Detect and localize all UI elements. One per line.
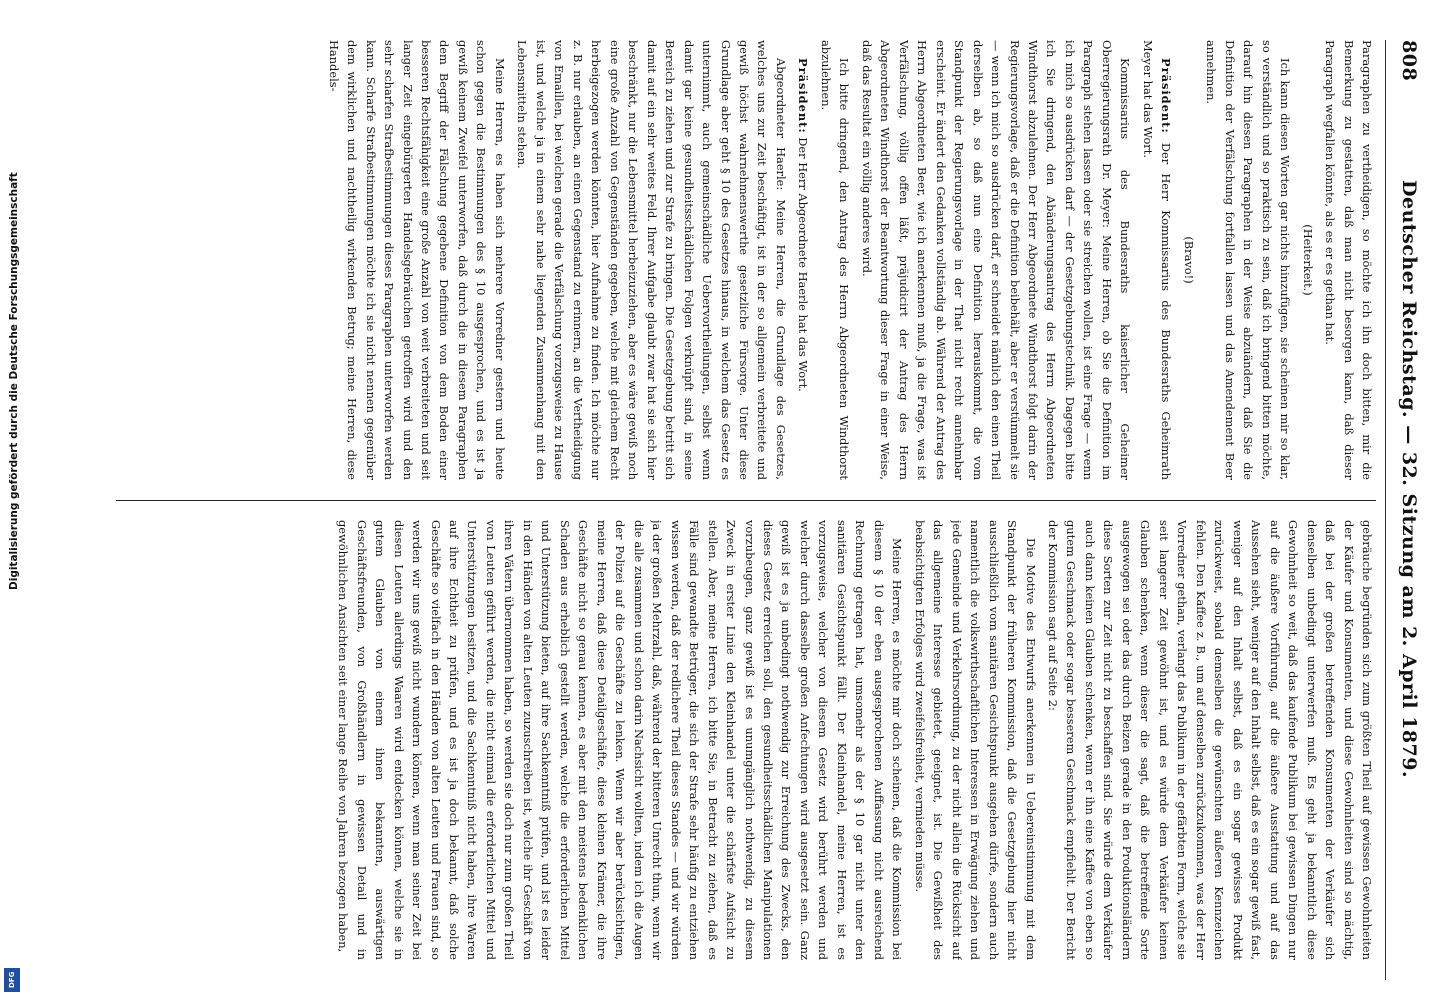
- left-paragraph-9: Abgeordneter Haerle: Meine Herren, die Grundlage des Gesetzes, welches uns zur Zeit beschäftigt, ist in der so allgemein verbreitete und gewiß höchst wahrnehmenswerthe gesetzliche Fürsorge. Unter diese Grundlage aber geht § 10 des Gesetzes hinaus, in welchem das Gesetz es unternimmt, auch gemeinschädliche Uebervortheilungen, selbst wenn damit gar keine gesundheitsschädlichen Folgen verknüpft sind, in seine Bereich zu ziehen und zur Strafe zu bringen. Die Gesetzgebung betritt sich damit auf ein sehr weites Feld. Ihrer Aufgabe glaubt zwar hat sie sich hier beschränkt, nur die Lebensmittel herbeizuziehen, aber es wäre gewiß noch eine große Anzahl von Gegenständen gegeben, welche mit gleichem Recht herbeigezogen werden könnten, hier Aufnahme zu finden. Ich möchte nur z. B. nur erlauben, an einen Gegenstand zu erinnern, an die Vertheidigung von Emaillen, bei welchen gerade die Verfälschung vorzugsweise zu Hause ist, und welche ja in einem sehr nahe liegenden Zusammenhang mit den Lebensmitteln stehen.: [515, 40, 788, 480]
- left-stage-note-2: (Bravo!): [1181, 236, 1196, 284]
- left-paragraph-8: [794, 40, 812, 480]
- left-stage-note-1: (Heiterkeit.): [1300, 224, 1315, 296]
- left-paragraph-5: [1138, 40, 1175, 480]
- left-paragraph-6: Kommissarius des Bundesraths kaiserlicher Geheimer Oberregierungsrath Dr. Meyer: Meine Herren, ob Sie die Definition im Paragraph stehen lassen oder sie streichen wollen, ist eine Frage — wenn ich mich so ausdrücken darf — der Gesetzgebungstechnik. Dagegen bitte ich Sie dringend, den Abänderungsantrag des Herrn Abgeordneten Windthorst abzulehnen. Der Herr Abgeordnete Windthorst folgt darin der Regierungsvorlage, daß er die Definition beibehält, aber er verstümmelt sie — wenn ich mich so ausdrücken darf, er schneidet nämlich den einen Theil derselben ab, so daß nun eine Definition herauskommt, die vom Standpunkt der Regierungsvorlage in der That nicht recht annehmbar erscheint. Er ändert den Gedanken vollständig ab. Während der Antrag des Herrn Abgeordneten Beer, wie ich anerkennen muß, ja die Frage, was ist Verfälschung, völlig offen läßt, präjudicirt der Antrag des Herrn Abgeordneten Windthorst der Beantwortung dieser Frage in einer Weise, daß das Resultat ein völlig anderes wird.: [859, 40, 1133, 480]
- column-divider: [116, 500, 1376, 501]
- speaker-label: Präsident:: [796, 58, 811, 134]
- speaker-label: Präsident:: [1159, 58, 1174, 134]
- page-header: [1392, 40, 1420, 980]
- speech-text: Der Herr Kommissarius des Bundesraths Geheimrath Meyer hat das Wort.: [1140, 40, 1174, 480]
- rotated-page-content: [76, 0, 1432, 1000]
- right-quote: Die Motive des Entwurfs anerkennen in Uebereinstimmung mit dem Standpunkt der früheren Kommission, daß die Gesetzgebung hier nicht ausschließlich vom sanitären Gesichtspunkt ausgehen dürfe, sondern auch namentlich die volkswirthschaftlichen Interessen in Erwägung ziehen und jede Gemeinde und Verkehrsordnung, zu der nicht allein die Rücksicht auf das allgemeine Interesse gebietet, geeignet, ist. Die Gewißheit des beabsichtigten Erfolges wird zweifelsfreiheit, vermieden müsse.: [912, 520, 1038, 960]
- right-paragraph-3: Meine Herren, es möchte mir doch scheinen, daß die Kommission bei diesem § 10 der eben ausgesprochenen Auffassung nicht ausreichend Rechnung getragen hat, umsomehr als der § 10 gar nicht unter den sanitären Gesichtspunkt fällt. Der Kleinhandel, meine Herren, ist es vorzugsweise, welcher von diesem Gesetz wird berührt werden und welcher durch dasselbe großen Anfechtungen wird ausgesetzt sein. Ganz gewiß ist es ja unbedingt nothwendig zur Erreichung des Zwecks, den dieses Gesetz erreichen soll, den gesundheitsschädlichen Manipulationen vorzubeugen, ganz gewiß ist es unumgänglich nothwendig, zu diesem Zweck in erster Linie den Kleinhandel unter die schärfste Aufsicht zu stellen. Aber, meine Herren, ich bitte Sie, in Betracht zu ziehen, daß es Fälle sind gewandte Betrüger, die sich der Strafe sehr häufig zu entziehen wissen werden, daß der redlichere Theil dieses Standes — und wir würden ja der großen Mehrzahl, daß, während der bitteren Unrecht thun, wenn wir die alle zusammen und schon darin Nachsicht wollten, indem ich die Augen der Polizei auf die Geschäfte zu lenken. Wenn wir aber berücksichtigen, meine Herren, daß diese Detailgeschäfte, diese kleinen Krämer, die ihre Geschäfte nicht so genau kennen, es aber mit den meistens bedenklichen Schaden aus erheblich gestellt werden, welche die erforderlichen Mittel und Unterstützung bieten, auf ihre Sachkenntniß prüfen, und ist es leider in den Händen von alten Leuten zuzuschreiben ist, welche ihr Geschäft von ihren Vätern übernommen haben, so werden sie doch nur zum großen Theil von Leuten geführt werden, die nicht einmal die erforderlichen Mittel und Unterstützungen besitzen, und die Sachkenntniß nicht haben, ihre Waren auf ihre Echtheit zu prüfen, und es ist ja doch bekannt, daß solche Geschäfte so vielfach in den Händen von alten Leuten und Frauen sind, so werden wir uns gewiß nicht wundern können, wenn man seiner Zeit bei diesen Leuten allerdings Waaren wird entdecken können, welche sie in gutem Glauben von einem ihnen bekannten, auswärtigen Geschäftsfreunden, von Großhändlern in gewissen Detail und in gewöhnlichen Ansichten seit einer lange Reihe von Jahren bezogen haben,: [336, 520, 905, 960]
- digitization-credit: Digitalisierung gefördert durch die Deutsche Forschungsgemeinschaft: [8, 172, 20, 590]
- left-paragraph-1: Paragraphen zu vertheidigen, so möchte ich ihn doch bitten, mir die Bemerkung zu gestatten, daß man nicht besorgen kann, daß dieser Paragraph wegfallen könnte, als es er es gethan hat.: [1323, 40, 1374, 480]
- left-paragraph-10: Meine Herren, es haben sich mehrere Vorredner gestern und heute schon gegen die Bestimmungen des § 10 ausgesprochen, und es ist ja gewiß keinem Zweifel unterworfen, daß durch die in diesem Paragraphen dem Begriff der Fälschung gegebene Definition von dem Boden einer besseren Rechtsfähigkeit eine große Anzahl von weit verbreiteten und seit langer Zeit eingebürgerten Handelsgebräuchen getroffen wird und den sehr scharfen Strafbestimmungen dieses Paragraphen unterworfen werden kann. Scharfe Strafbestimmungen möchte ich sie nicht nennen gegenüber dem wirklichen und nachtheilig wirkenden Betrug; meine Herren, diese Handels-: [326, 40, 507, 480]
- page-number: 808: [1398, 40, 1420, 82]
- speech-text: Der Herr Abgeordnete Haerle hat das Wort.: [796, 137, 811, 392]
- right-column: [116, 520, 1376, 960]
- running-head: Deutscher Reichstag. — 32. Sitzung am 2. April 1879.: [1398, 180, 1420, 779]
- left-column: [116, 40, 1376, 480]
- dfg-logo-icon: DFG: [4, 968, 20, 992]
- left-paragraph-3: Ich kann diesen Worten gar nichts hinzufügen, sie scheinen mir so klar, so verständlich und so praktisch zu sein, daß ich bringend bitten möchte, darauf hin diesen Paragraphen in der Weise abzuändern, daß Sie die Definition der Verfälschung fortfallen lassen und das Amendement Beer annehmen.: [1204, 40, 1293, 480]
- scanned-page: [76, 0, 1432, 1000]
- left-paragraph-7: Ich bitte dringend, den Antrag des Herrn Abgeordneten Windthorst abzulehnen.: [818, 40, 852, 480]
- header-rule: [1385, 40, 1386, 980]
- right-paragraph-1: gebräuche begründen sich zum größten Theil auf gewissen Gewohnheiten der Käufer und Konsumenten, und diese Gewohnheiten sind so mächtig, daß bei der großen betreffenden Konsumenten der Verkäufer sich denselben unbedingt unterwerfen muß. Es geht ja bekanntlich diese Gewohnheit so weit, daß das kaufende Publikum bei gewissen Dingen nur auf die äußere Vorführung, auf die äußere Ausstattung und auf das Aussehen sieht, weniger auf den Inhalt selbst, daß es ein sogar gewiß fast, weniger auf den Inhalt selbst, daß es ein sogar gewisses Produkt zurückweist, sobald demselben die gewünschten äußeren Kennzeichen fehlen. Den Kaffee z. B., um auf denselben zurückzukommen, was der Herr Vorredner gethan, verlangt das Publikum in der gefärbten Form, welche sie seit langerer Zeit gewöhnt ist, und es würde dem Verkäufer keinen Glauben schenken, wenn dieser die sagt, daß die betreffende Sorte ausgewogen sei oder das durch Beizen gerade in den Produktionsländern diese Sorten zur Zeit nicht zu beschaffen sind. Sie würde dem Verkäufer auch dann keinen Glauben schenken, wenn er ihn eine Kaffee von eben so gutem Geschmack oder sogar besserem Geschmack empfiehlt. Der Bericht der Kommission sagt auf Seite 2:: [1046, 520, 1374, 960]
